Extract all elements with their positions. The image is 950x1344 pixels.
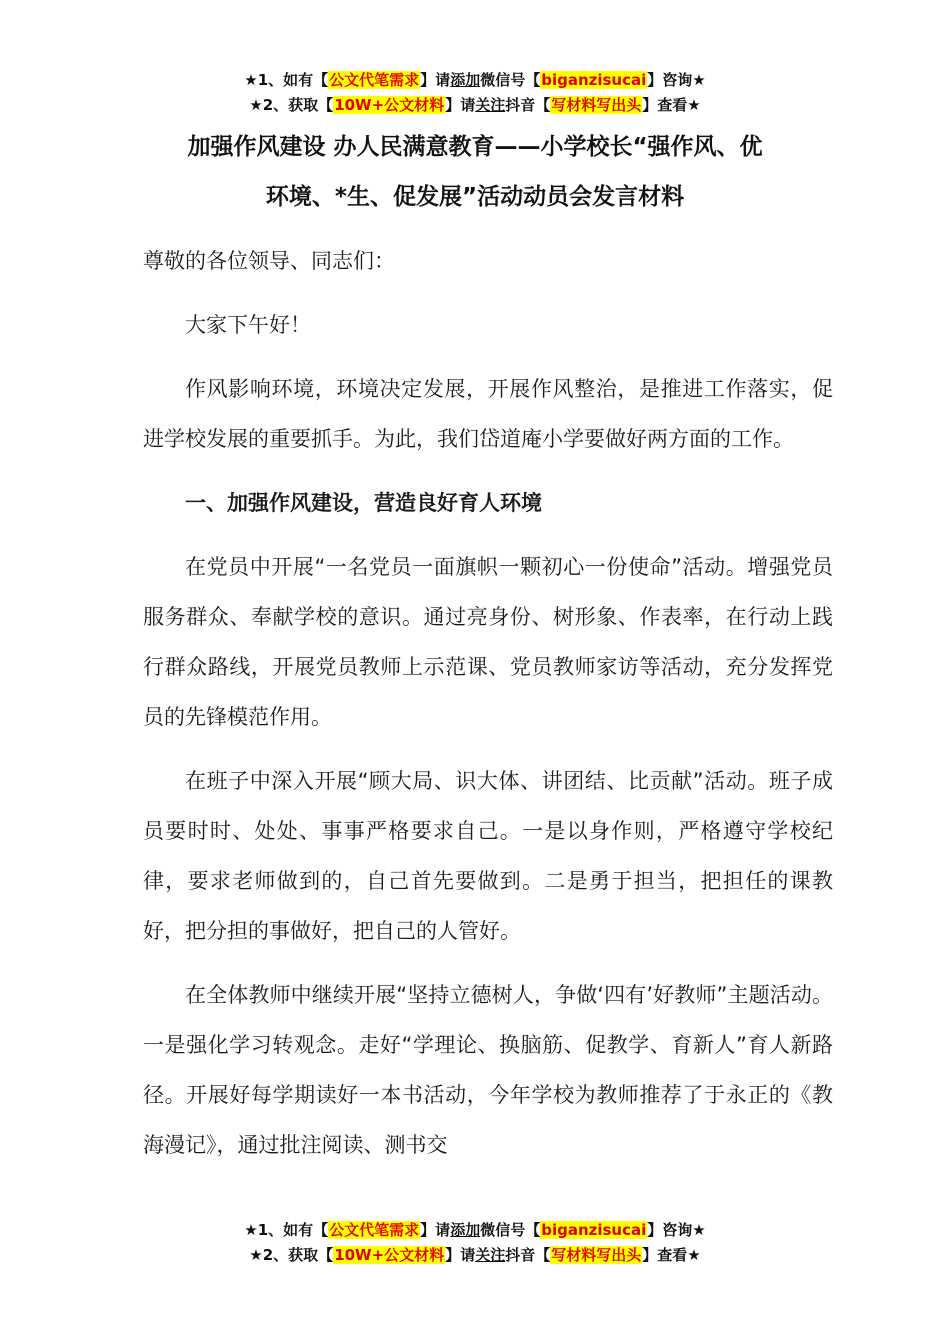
banner-underlined-text: 关注 <box>475 96 506 114</box>
banner-text: 】请 <box>420 71 451 89</box>
banner-highlight: biganzisucai <box>541 71 647 89</box>
banner-line-2 <box>0 1243 950 1268</box>
banner-line-1 <box>0 1218 950 1243</box>
banner-text: ★1、如有【 <box>244 71 329 89</box>
banner-underlined-text: 关注 <box>475 1246 506 1264</box>
banner-highlight: 公文代笔需求 <box>329 1221 420 1239</box>
title-line-1: 加强作风建设 办人民满意教育——小学校长“强作风、优 <box>187 134 763 160</box>
banner-text: ★2、获取【 <box>249 1246 334 1264</box>
document-title <box>100 122 850 222</box>
banner-text: ★1、如有【 <box>244 1221 329 1239</box>
banner-highlight: 写材料写出头 <box>551 96 642 114</box>
footer-banner <box>0 1218 950 1268</box>
banner-underlined-text: 添加 <box>450 1221 481 1239</box>
greeting: 大家下午好！ <box>185 313 311 337</box>
banner-line-1 <box>0 68 950 93</box>
banner-highlight: 公文代笔需求 <box>329 71 420 89</box>
banner-text: 】查看★ <box>642 1246 701 1264</box>
banner-text: 微信号【 <box>480 1221 541 1239</box>
banner-text: 】请 <box>445 1246 476 1264</box>
salutation: 尊敬的各位领导、同志们： <box>143 249 395 273</box>
banner-underlined-text: 添加 <box>450 71 481 89</box>
banner-highlight: 写材料写出头 <box>551 1246 642 1264</box>
banner-text: 抖音【 <box>505 1246 551 1264</box>
banner-highlight: 10W+公文材料 <box>334 1246 445 1264</box>
banner-text: 】咨询★ <box>647 71 706 89</box>
banner-text: 微信号【 <box>480 71 541 89</box>
banner-text: 抖音【 <box>505 96 551 114</box>
banner-text: 】请 <box>420 1221 451 1239</box>
title-line-2: 环境、*生、促发展”活动动员会发言材料 <box>265 184 685 210</box>
banner-line-2 <box>0 93 950 118</box>
paragraph-teachers: 在全体教师中继续开展“坚持立德树人，争做‘四有’好教师”主题活动。一是强化学习转观念。走好“学理论、换脑筋、促教学、育新人”育人新路径。开展好每学期读好一本书活动，今年学校为教师推荐了于永正的《教海漫记》，通过批注阅读、测书交 <box>143 983 833 1157</box>
banner-text: 】请 <box>445 96 476 114</box>
document-body <box>143 236 833 1184</box>
banner-text: 】咨询★ <box>647 1221 706 1239</box>
section-heading: 一、加强作风建设，营造良好育人环境 <box>185 491 542 515</box>
banner-highlight: biganzisucai <box>541 1221 647 1239</box>
paragraph-intro: 作风影响环境，环境决定发展，开展作风整治，是推进工作落实，促进学校发展的重要抓手。为此，我们岱道庵小学要做好两方面的工作。 <box>143 377 833 451</box>
banner-text: ★2、获取【 <box>249 96 334 114</box>
paragraph-leadership: 在班子中深入开展“顾大局、识大体、讲团结、比贡献”活动。班子成员要时时、处处、事事严格要求自己。一是以身作则，严格遵守学校纪律，要求老师做到的，自己首先要做到。二是勇于担当，把担任的课教好，把分担的事做好，把自己的人管好。 <box>143 769 833 943</box>
banner-text: 】查看★ <box>642 96 701 114</box>
header-banner <box>0 68 950 118</box>
banner-highlight: 10W+公文材料 <box>334 96 445 114</box>
paragraph-party-members: 在党员中开展“一名党员一面旗帜一颗初心一份使命”活动。增强党员服务群众、奉献学校的意识。通过亮身份、树形象、作表率，在行动上践行群众路线，开展党员教师上示范课、党员教师家访等活动，充分发挥党员的先锋模范作用。 <box>143 555 833 729</box>
